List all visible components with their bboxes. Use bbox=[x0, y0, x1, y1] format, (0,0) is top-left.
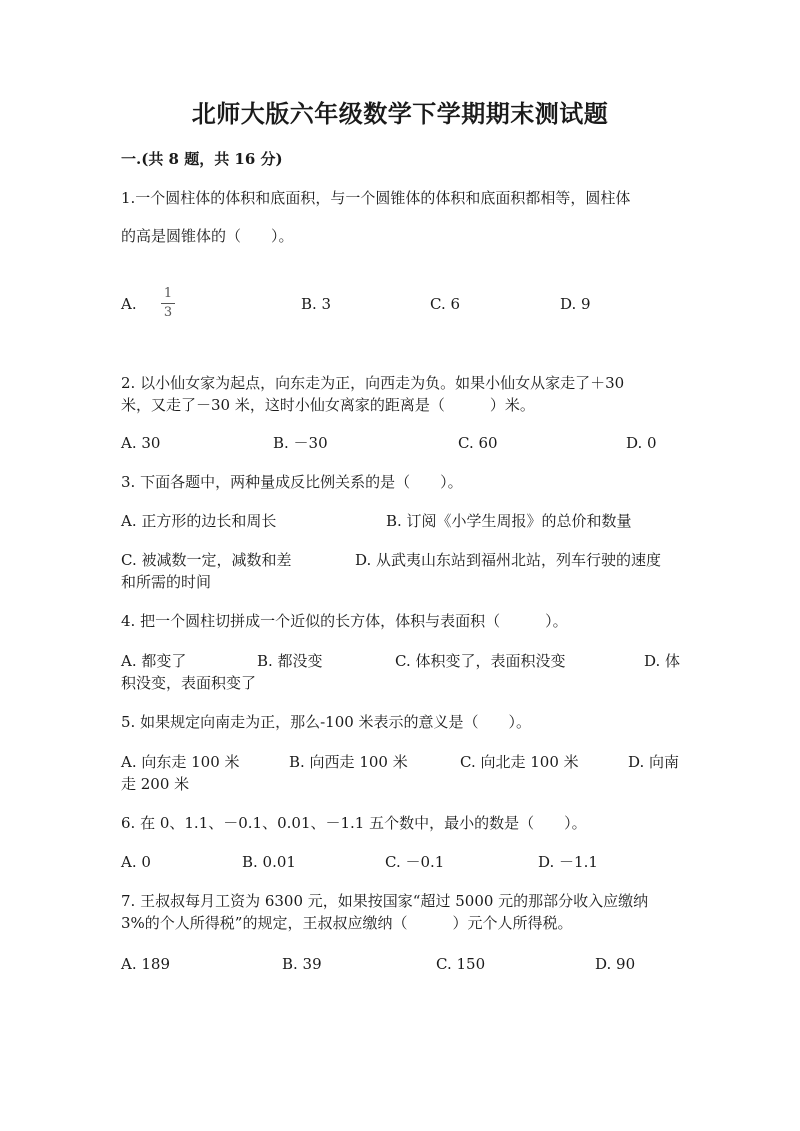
question-5-option-d-line2: 走 200 米 bbox=[121, 775, 190, 793]
question-7-text-line1: 7. 王叔叔每月工资为 6300 元，如果按国家“超过 5000 元的那部分收入应缴纳 bbox=[121, 892, 649, 910]
question-1-option-b: B. 3 bbox=[301, 295, 332, 313]
question-1-option-a-label: A. bbox=[121, 295, 137, 313]
section-heading: 一.(共 8 题，共 16 分) bbox=[121, 150, 283, 168]
question-7-option-b: B. 39 bbox=[282, 955, 322, 973]
question-2-text-line2: 米，又走了－30 米，这时小仙女离家的距离是（ ）米。 bbox=[121, 396, 535, 414]
question-1-option-a-fraction bbox=[160, 287, 176, 320]
question-3-option-c: C. 被减数一定，减数和差 bbox=[121, 551, 292, 569]
question-7-option-c: C. 150 bbox=[436, 955, 486, 973]
question-2-option-b: B. －30 bbox=[273, 434, 328, 452]
question-3-option-d-line1: D. 从武夷山东站到福州北站，列车行驶的速度 bbox=[355, 551, 662, 569]
fraction-denominator: 3 bbox=[163, 305, 173, 320]
page-title: 北师大版六年级数学下学期期末测试题 bbox=[191, 99, 609, 128]
question-5-text-line1: 5. 如果规定向南走为正，那么-100 米表示的意义是（ ）。 bbox=[121, 713, 532, 731]
fraction-numerator: 1 bbox=[163, 286, 173, 301]
question-4-option-a: A. 都变了 bbox=[121, 652, 187, 670]
question-1-text-line1: 1.一个圆柱体的体积和底面积，与一个圆锥体的体积和底面积都相等，圆柱体 bbox=[121, 189, 631, 207]
question-4-option-d-line2: 积没变，表面积变了 bbox=[121, 674, 257, 692]
question-1-option-c: C. 6 bbox=[430, 295, 461, 313]
question-6-option-a: A. 0 bbox=[121, 853, 151, 871]
question-2-option-d: D. 0 bbox=[626, 434, 657, 452]
question-5-option-a: A. 向东走 100 米 bbox=[121, 753, 240, 771]
question-3-text-line1: 3. 下面各题中，两种量成反比例关系的是（ ）。 bbox=[121, 473, 463, 491]
question-1-text-line2: 的高是圆锥体的（ ）。 bbox=[121, 227, 294, 245]
question-6-option-d: D. －1.1 bbox=[538, 853, 598, 871]
question-4-option-c: C. 体积变了，表面积没变 bbox=[395, 652, 566, 670]
question-4-text-line1: 4. 把一个圆柱切拼成一个近似的长方体，体积与表面积（ ）。 bbox=[121, 612, 568, 630]
question-3-option-a: A. 正方形的边长和周长 bbox=[121, 512, 277, 530]
question-1-option-d: D. 9 bbox=[560, 295, 591, 313]
question-7-option-d: D. 90 bbox=[595, 955, 636, 973]
question-7-text-line2: 3%的个人所得税”的规定，王叔叔应缴纳（ ）元个人所得税。 bbox=[121, 914, 573, 932]
question-2-option-a: A. 30 bbox=[121, 434, 161, 452]
fraction-bar bbox=[161, 303, 175, 304]
question-5-option-d-line1: D. 向南 bbox=[628, 753, 680, 771]
question-5-option-b: B. 向西走 100 米 bbox=[289, 753, 408, 771]
question-6-text-line1: 6. 在 0、1.1、－0.1、0.01、－1.1 五个数中，最小的数是（ ）。 bbox=[121, 814, 587, 832]
question-2-text-line1: 2. 以小仙女家为起点，向东走为正，向西走为负。如果小仙女从家走了＋30 bbox=[121, 374, 625, 392]
question-5-option-c: C. 向北走 100 米 bbox=[460, 753, 579, 771]
question-2-option-c: C. 60 bbox=[458, 434, 498, 452]
question-3-option-d-line2: 和所需的时间 bbox=[121, 573, 212, 591]
question-7-option-a: A. 189 bbox=[121, 955, 170, 973]
question-4-option-b: B. 都没变 bbox=[257, 652, 323, 670]
question-4-option-d-line1: D. 体 bbox=[644, 652, 681, 670]
question-3-option-b: B. 订阅《小学生周报》的总价和数量 bbox=[386, 512, 632, 530]
question-6-option-c: C. －0.1 bbox=[385, 853, 445, 871]
question-6-option-b: B. 0.01 bbox=[242, 853, 296, 871]
